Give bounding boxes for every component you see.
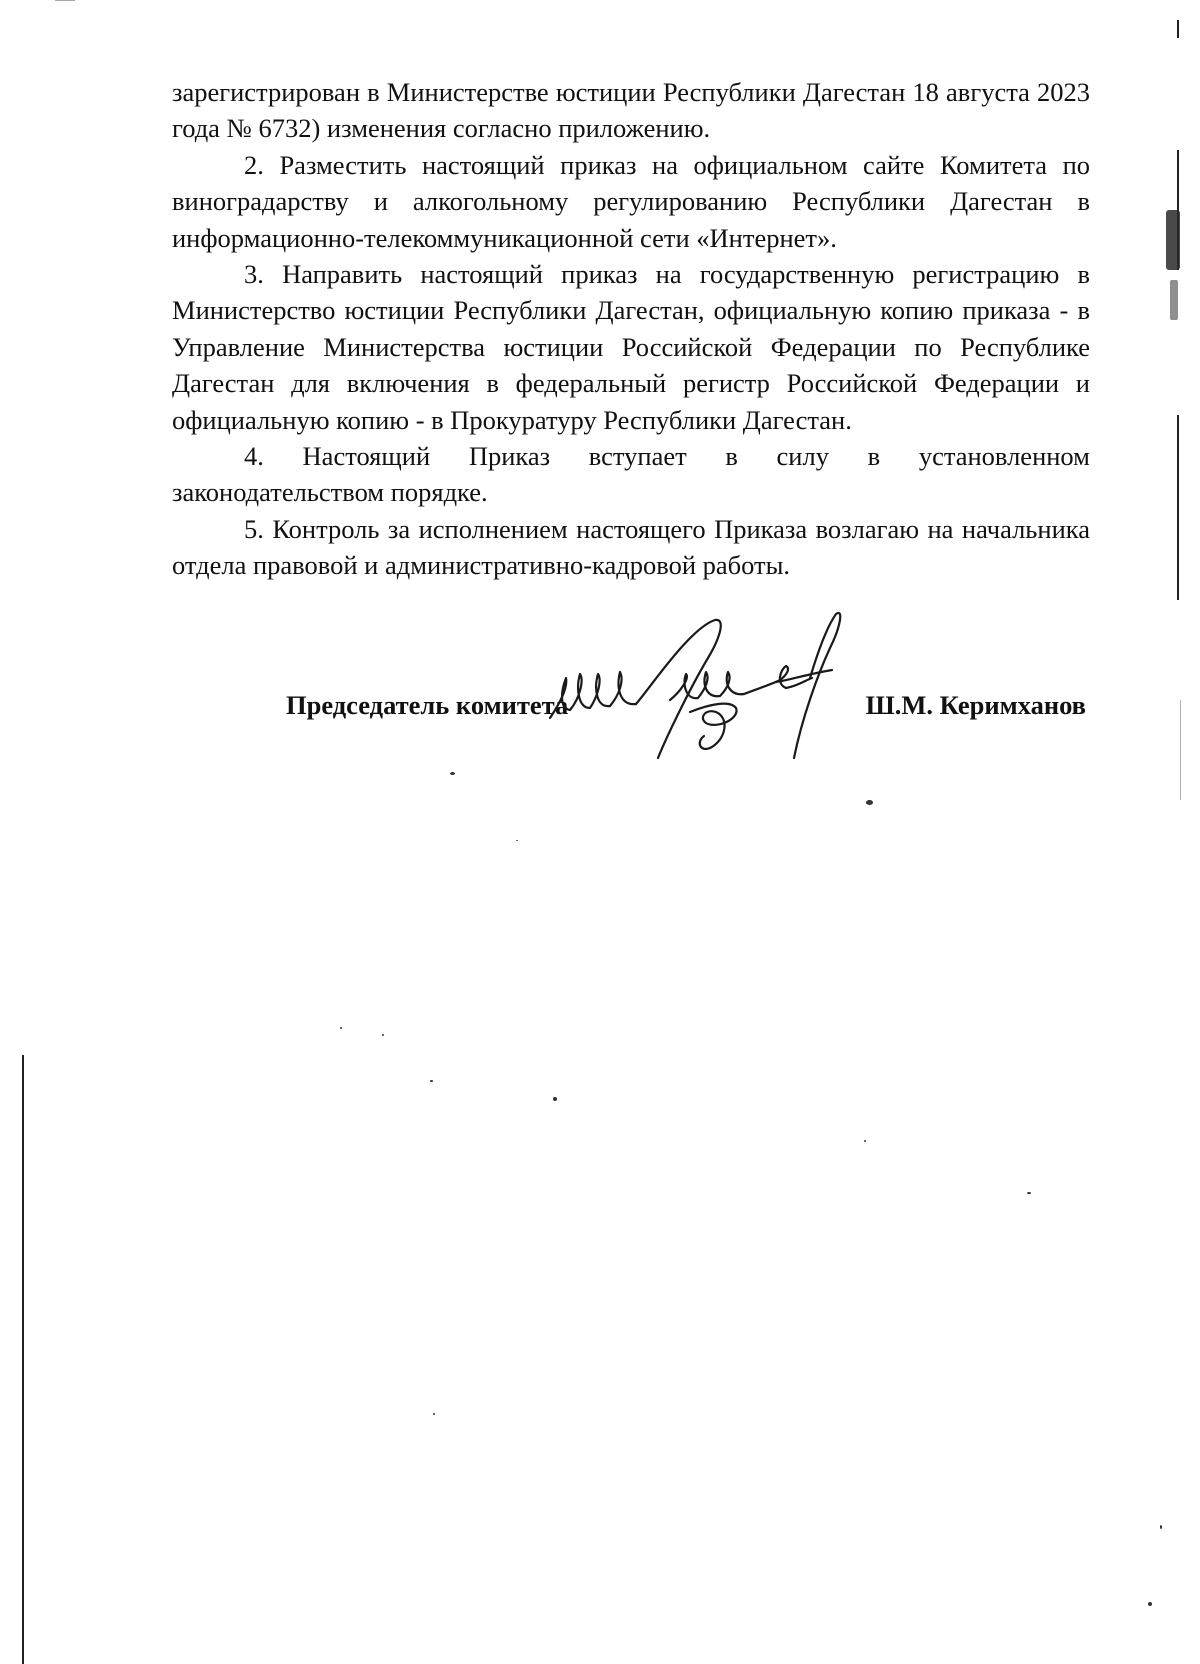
- item-4-word: в: [867, 441, 881, 472]
- scan-speck: [433, 1413, 435, 1415]
- signer-title: Председатель комитета: [286, 690, 569, 720]
- item-2: [172, 147, 1090, 256]
- item-4-word: установленном: [918, 441, 1090, 472]
- scan-speck: [1160, 1525, 1162, 1529]
- scan-speck: [430, 1080, 433, 1082]
- scan-speck: [516, 840, 518, 841]
- item-4-word: в: [725, 441, 738, 472]
- scan-speck: [553, 1097, 557, 1101]
- scan-speck: [1148, 1602, 1152, 1606]
- item-3-number: 3.: [244, 259, 264, 290]
- item-2-text: Разместить настоящий приказ на официальном сайте Комитета по виноградарству и алкогольному регулированию Республики Дагестан в информационно-телекоммуникационной сети «Интернет».: [172, 149, 1090, 253]
- item-3: [172, 256, 1090, 438]
- scan-edge-line: [55, 0, 75, 1]
- item-5-number: 5.: [244, 513, 264, 544]
- item-4-word: силу: [776, 441, 829, 472]
- paragraph-continuation: зарегистрирован в Министерстве юстиции Республики Дагестан 18 августа 2023 года № 6732) изменения согласно приложению.: [172, 77, 1090, 144]
- scan-edge-line: [1177, 415, 1179, 600]
- item-4-word: Приказ: [468, 441, 551, 472]
- scan-smudge: [1166, 210, 1180, 270]
- scan-speck: [864, 1140, 866, 1142]
- scan-edge-line: [1177, 20, 1179, 38]
- item-4-first-line: [172, 438, 1090, 474]
- handwritten-signature-icon: [540, 608, 880, 778]
- item-4-continuation: законодательством порядке.: [172, 477, 488, 508]
- scan-speck: [382, 1034, 384, 1036]
- scan-smudge: [1170, 280, 1178, 320]
- scan-speck: [866, 800, 873, 805]
- signer-name: Ш.М. Керимханов: [865, 690, 1086, 720]
- scan-edge-line: [22, 1055, 24, 1664]
- item-4-word: вступает: [588, 441, 687, 472]
- scan-speck: [450, 772, 455, 775]
- item-3-text: Направить настоящий приказ на государственную регистрацию в Министерство юстиции Республики Дагестан, официальную копию приказа - в Управление Министерства юстиции Российской Федерации по Республике Дагестан для включения в федеральный регистр Российской Федерации и официальную копию - в Прокуратуру Республики Дагестан.: [172, 259, 1091, 435]
- item-5-text: Контроль за исполнением настоящего Приказа возлагаю на начальника отдела правовой и административно-кадровой работы.: [172, 513, 1090, 581]
- scan-speck: [1027, 1192, 1031, 1194]
- item-4-number: 4.: [244, 441, 264, 472]
- item-2-number: 2.: [244, 149, 264, 180]
- item-4: [172, 438, 1090, 511]
- item-5: [172, 511, 1090, 584]
- document-body: [172, 74, 1090, 584]
- scan-edge-line: [1180, 700, 1181, 800]
- scan-speck: [340, 1027, 342, 1029]
- item-4-word: Настоящий: [302, 441, 431, 472]
